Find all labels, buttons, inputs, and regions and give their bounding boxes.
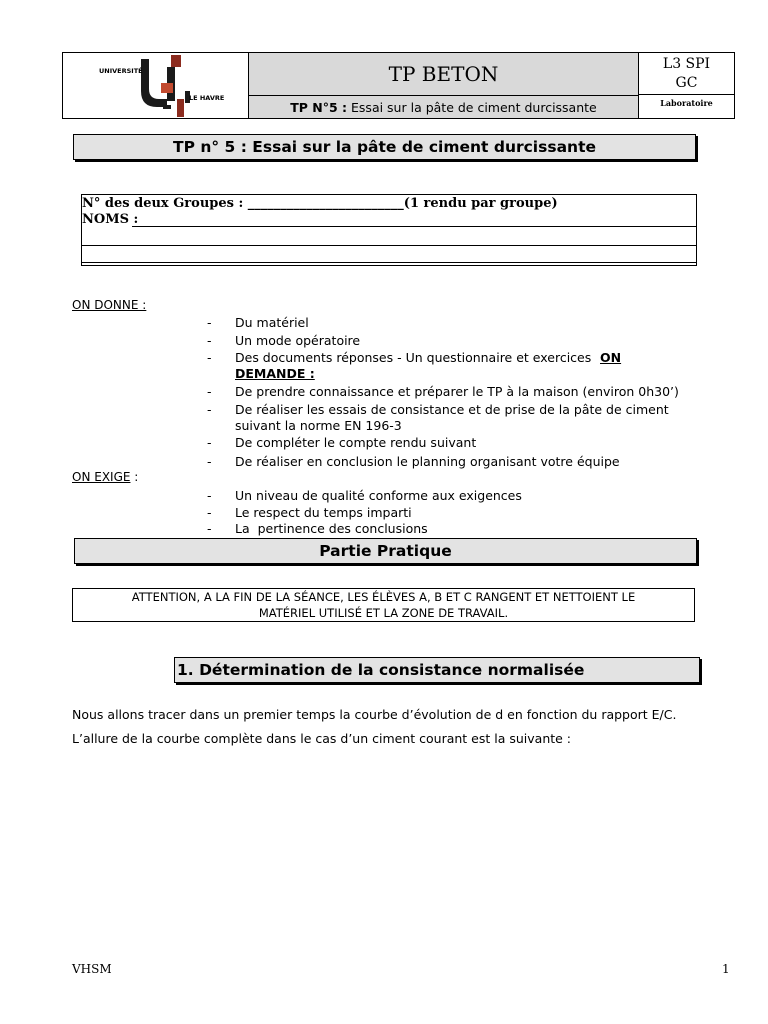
- names-underline-3: [82, 262, 696, 263]
- attention-line-1: ATTENTION, A LA FIN DE LA SÉANCE, LES ÉLÈVES A, B ET C RANGENT ET NETTOIENT LE: [131, 590, 636, 604]
- section-1-title: 1. Détermination de la consistance normalisée: [174, 657, 700, 683]
- header-lab: Laboratoire: [639, 96, 734, 118]
- list-dash: -: [207, 402, 212, 417]
- header-title: TP BETON: [249, 53, 639, 96]
- footer-author: VHSM: [72, 962, 112, 976]
- list-item-text: La pertinence des conclusions: [235, 521, 428, 536]
- attention-line-2: MATÉRIEL UTILISÉ ET LA ZONE DE TRAVAIL.: [258, 605, 509, 620]
- on-exige-heading-colon: :: [130, 470, 139, 484]
- list-item-text: De compléter le compte rendu suivant: [235, 435, 477, 450]
- section-title-partie-pratique: Partie Pratique: [74, 538, 697, 564]
- header-subtitle-bold: TP N°5 :: [290, 99, 348, 115]
- list-item-text: Du matériel: [235, 315, 309, 330]
- university-logo: [63, 53, 249, 118]
- document-header: [62, 52, 735, 119]
- header-subtitle: [249, 96, 639, 118]
- logo-text-bottom: LE HAVRE: [189, 94, 225, 102]
- list-dash: -: [207, 488, 212, 503]
- header-level: [639, 53, 734, 95]
- on-demande-heading-part1: ON: [600, 350, 622, 365]
- list-dash: -: [207, 435, 212, 450]
- list-dash: -: [207, 521, 212, 536]
- list-item-text: Un niveau de qualité conforme aux exigences: [235, 488, 522, 503]
- list-dash: -: [207, 350, 212, 365]
- page-number: 1: [722, 962, 730, 976]
- list-item-text: Des documents réponses - Un questionnaire et exercices: [235, 350, 592, 365]
- groups-line: N° des deux Groupes : ________________________(1 rendu par groupe): [82, 196, 558, 211]
- header-level-line2: GC: [675, 75, 698, 91]
- header-level-line1: L3 SPI: [662, 56, 711, 72]
- names-underline-1: [132, 226, 696, 227]
- list-item-text: De réaliser les essais de consistance et de prise de la pâte de ciment: [235, 402, 669, 417]
- list-dash: -: [207, 333, 212, 348]
- names-label: NOMS :: [82, 212, 139, 227]
- on-demande-heading-part2: DEMANDE :: [235, 366, 315, 381]
- on-exige-heading: [72, 470, 138, 484]
- logo-text-top: UNIVERSITÉ: [99, 67, 143, 75]
- list-item-text: De prendre connaissance et préparer le TP à la maison (environ 0h30’): [235, 384, 679, 399]
- paragraph-2: L’allure de la courbe complète dans le cas d’un ciment courant est la suivante :: [72, 731, 572, 746]
- header-subtitle-rest: Essai sur la pâte de ciment durcissante: [347, 99, 597, 115]
- list-dash: -: [207, 454, 212, 469]
- on-exige-heading-text: ON EXIGE: [72, 470, 131, 484]
- groups-form: [81, 194, 697, 266]
- list-item-text: De réaliser en conclusion le planning organisant votre équipe: [235, 454, 620, 469]
- list-dash: -: [207, 505, 212, 520]
- main-title: TP n° 5 : Essai sur la pâte de ciment durcissante: [73, 134, 696, 160]
- logo-icon: [93, 53, 243, 118]
- list-item-text: Le respect du temps imparti: [235, 505, 412, 520]
- names-underline-2: [82, 245, 696, 246]
- list-item-text: suivant la norme EN 196-3: [235, 418, 402, 433]
- paragraph-1: Nous allons tracer dans un premier temps la courbe d’évolution de d en fonction du rapport E/C.: [72, 707, 677, 722]
- attention-notice: [72, 588, 695, 622]
- list-item-text: Un mode opératoire: [235, 333, 361, 348]
- on-donne-heading: ON DONNE :: [72, 298, 147, 312]
- list-dash: -: [207, 384, 212, 399]
- list-dash: -: [207, 315, 212, 330]
